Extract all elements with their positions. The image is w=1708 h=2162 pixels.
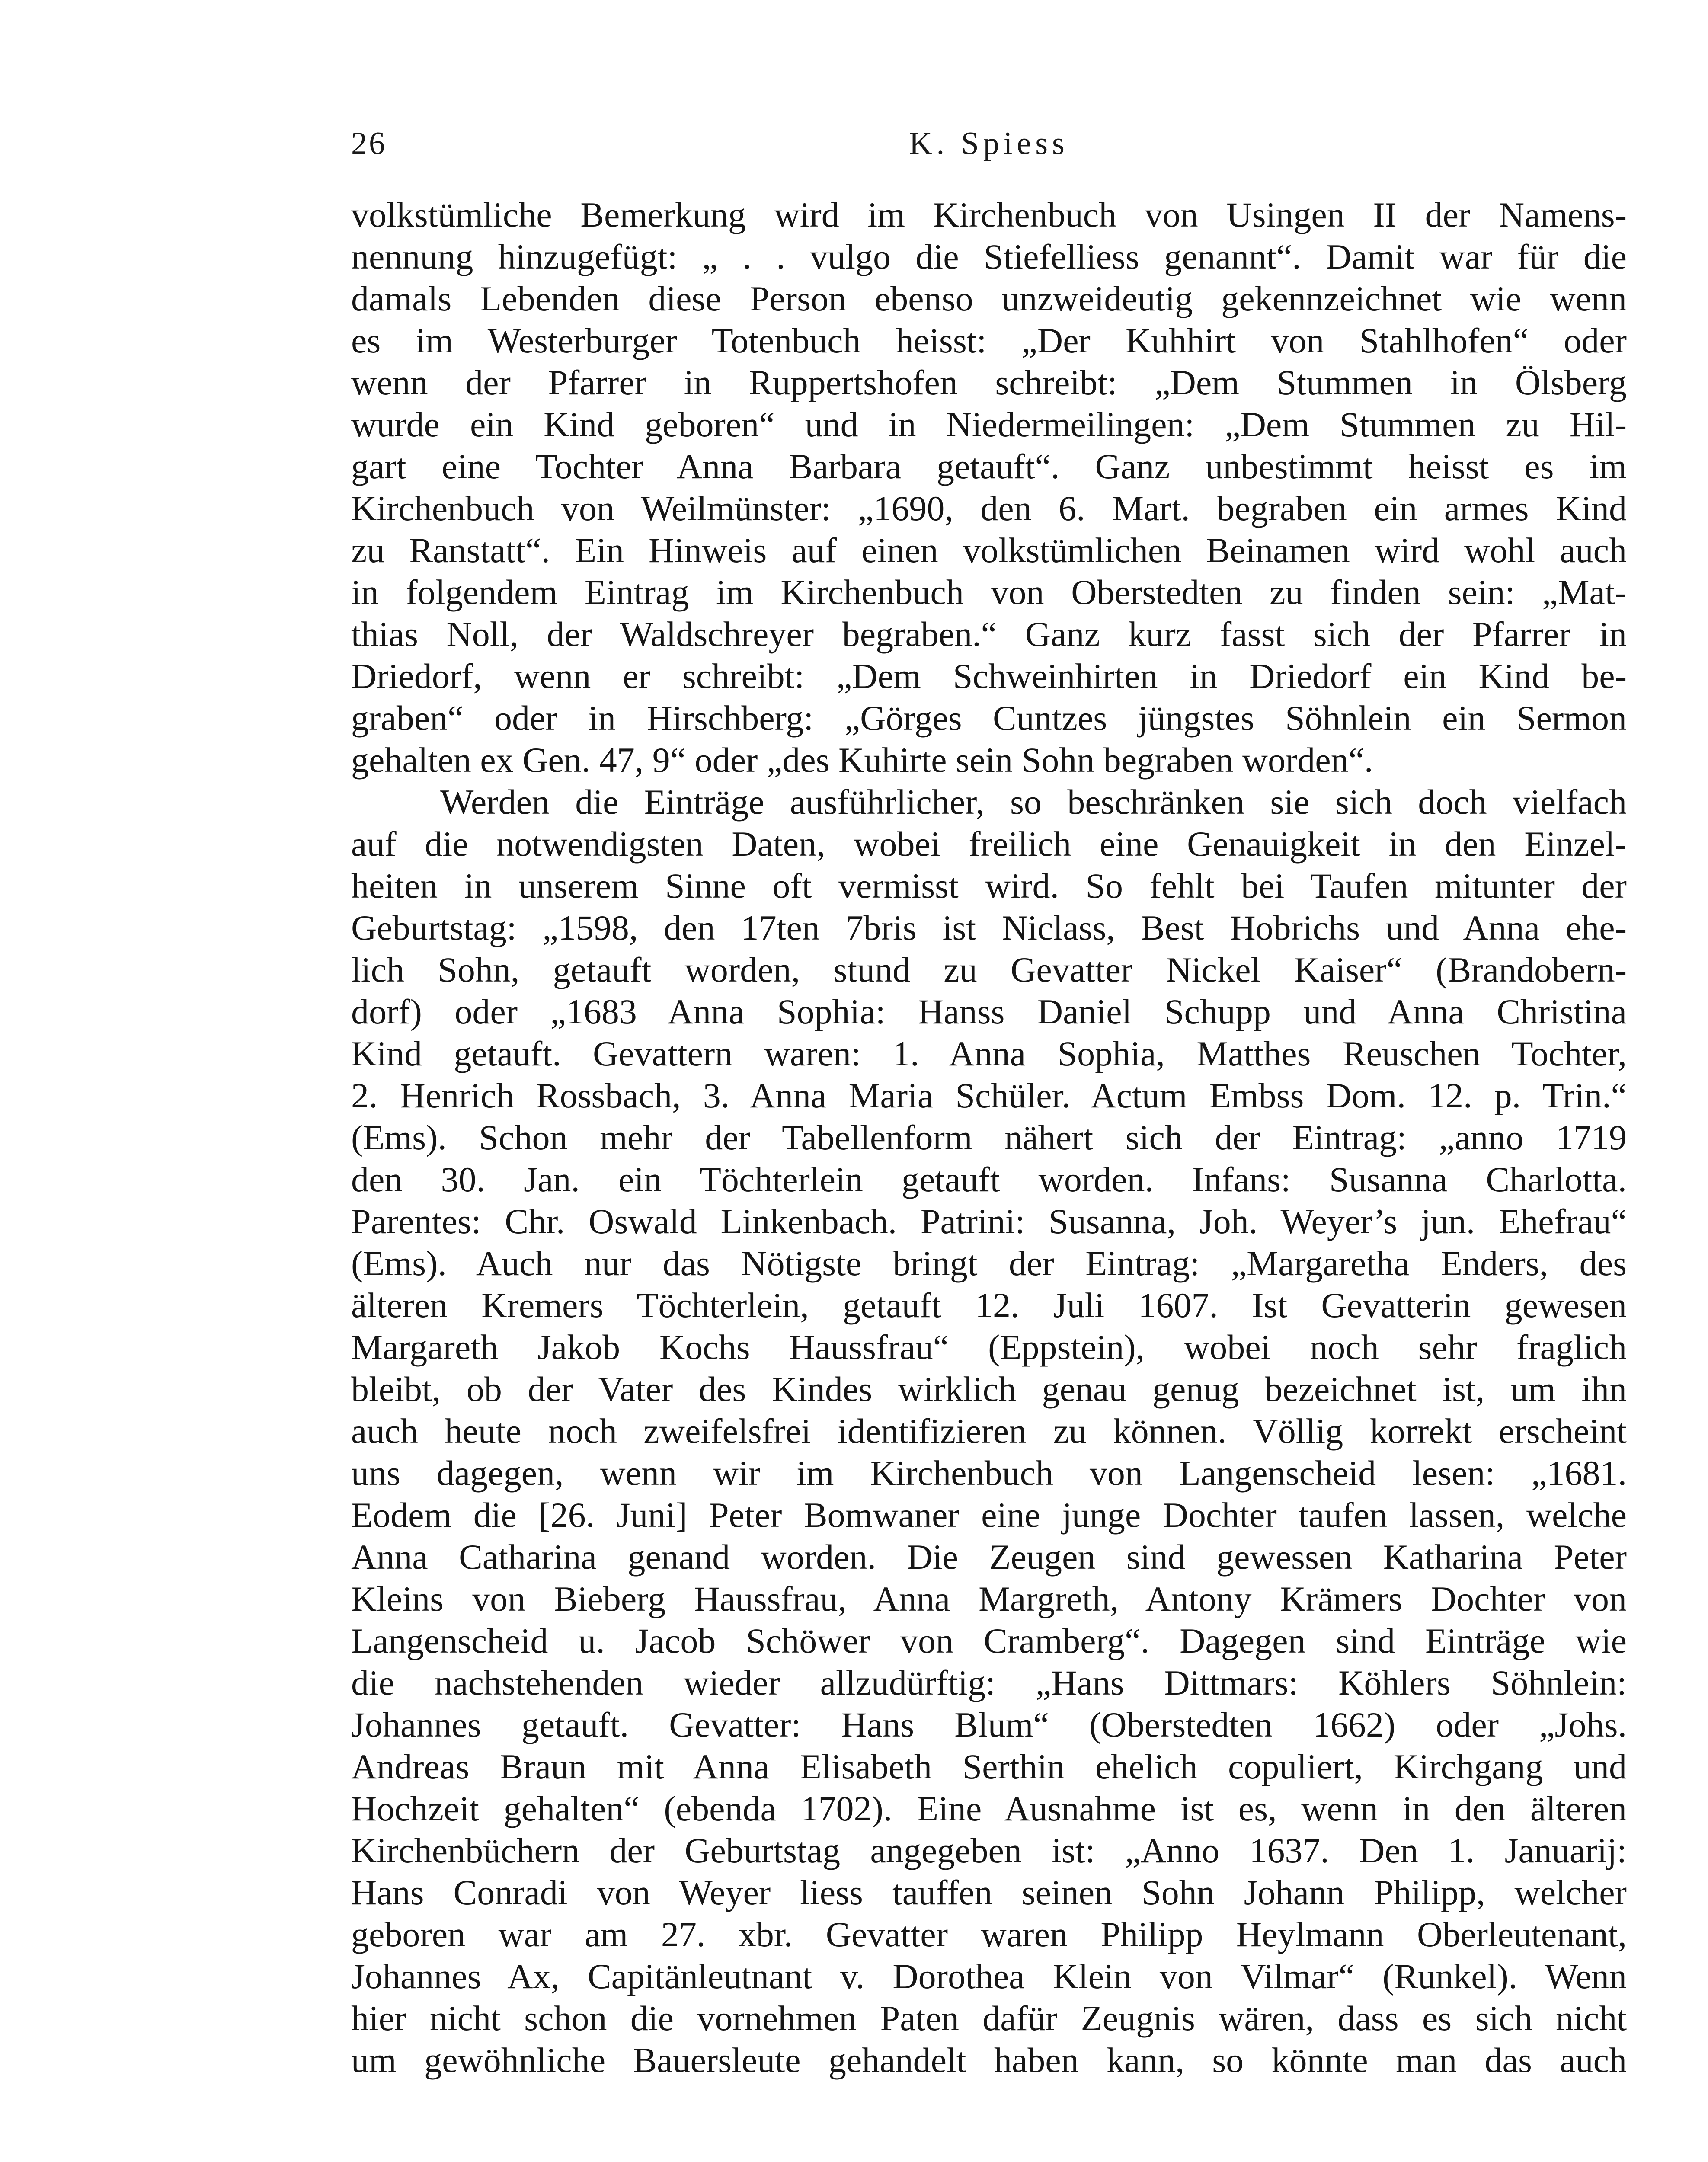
text-line: die nachstehenden wieder allzudürftig: „Hans Dittmars: Köhlers Söhnlein: bbox=[351, 1663, 1627, 1702]
text-line: Eodem die [26. Juni] Peter Bomwaner eine junge Dochter taufen lassen, welche bbox=[351, 1495, 1627, 1535]
text-line: uns dagegen, wenn wir im Kirchenbuch von Langenscheid lesen: „1681. bbox=[351, 1453, 1627, 1493]
text-line: damals Lebenden diese Person ebenso unzweideutig gekennzeichnet wie wenn bbox=[351, 279, 1627, 318]
text-line: (Ems). Schon mehr der Tabellenform nähert sich der Eintrag: „anno 1719 bbox=[351, 1118, 1627, 1157]
text-line: thias Noll, der Waldschreyer begraben.“ Ganz kurz fasst sich der Pfarrer in bbox=[351, 614, 1627, 654]
text-line: Geburtstag: „1598, den 17ten 7bris ist Niclass, Best Hobrichs und Anna ehe- bbox=[351, 908, 1627, 947]
text-line: Kirchenbuch von Weilmünster: „1690, den 6. Mart. begraben ein armes Kind bbox=[351, 489, 1627, 528]
text-line: Langenscheid u. Jacob Schöwer von Cramberg“. Dagegen sind Einträge wie bbox=[351, 1621, 1627, 1660]
text-line: Kleins von Bieberg Haussfrau, Anna Margreth, Antony Krämers Dochter von bbox=[351, 1579, 1627, 1618]
text-line: um gewöhnliche Bauersleute gehandelt haben kann, so könnte man das auch bbox=[351, 2040, 1627, 2080]
text-line: Hans Conradi von Weyer liess tauffen seinen Sohn Johann Philipp, welcher bbox=[351, 1873, 1627, 1912]
text-line: Andreas Braun mit Anna Elisabeth Serthin ehelich copuliert, Kirchgang und bbox=[351, 1747, 1627, 1786]
text-line: in folgendem Eintrag im Kirchenbuch von Oberstedten zu finden sein: „Mat- bbox=[351, 572, 1627, 612]
text-line: gehalten ex Gen. 47, 9“ oder „des Kuhirte sein Sohn begraben worden“. bbox=[351, 740, 1373, 780]
text-line: nennung hinzugefügt: „ . . vulgo die Stiefelliess genannt“. Damit war für die bbox=[351, 237, 1627, 276]
text-line: den 30. Jan. ein Töchterlein getauft worden. Infans: Susanna Charlotta. bbox=[351, 1160, 1627, 1199]
text-line: graben“ oder in Hirschberg: „Görges Cuntzes jüngstes Söhnlein ein Sermon bbox=[351, 698, 1627, 738]
text-line: älteren Kremers Töchterlein, getauft 12. Juli 1607. Ist Gevatterin gewesen bbox=[351, 1286, 1627, 1325]
text-line: Johannes Ax, Capitänleutnant v. Dorothea Klein von Vilmar“ (Runkel). Wenn bbox=[351, 1957, 1627, 1996]
text-line: wurde ein Kind geboren“ und in Niedermeilingen: „Dem Stummen zu Hil- bbox=[351, 405, 1627, 444]
text-line: Kirchenbüchern der Geburtstag angegeben ist: „Anno 1637. Den 1. Januarij: bbox=[351, 1831, 1627, 1870]
text-line: Werden die Einträge ausführlicher, so beschränken sie sich doch vielfach bbox=[440, 782, 1627, 822]
text-line: geboren war am 27. xbr. Gevatter waren Philipp Heylmann Oberleutenant, bbox=[351, 1915, 1627, 1954]
text-line: zu Ranstatt“. Ein Hinweis auf einen volkstümlichen Beinamen wird wohl auch bbox=[351, 531, 1627, 570]
text-line: Johannes getauft. Gevatter: Hans Blum“ (Oberstedten 1662) oder „Johs. bbox=[351, 1705, 1627, 1744]
text-line: es im Westerburger Totenbuch heisst: „Der Kuhhirt von Stahlhofen“ oder bbox=[351, 321, 1627, 360]
text-line: Margareth Jakob Kochs Haussfrau“ (Eppstein), wobei noch sehr fraglich bbox=[351, 1327, 1627, 1367]
text-line: lich Sohn, getauft worden, stund zu Gevatter Nickel Kaiser“ (Brandobern- bbox=[351, 950, 1627, 989]
text-line: (Ems). Auch nur das Nötigste bringt der Eintrag: „Margaretha Enders, des bbox=[351, 1244, 1627, 1283]
running-head bbox=[351, 125, 1627, 169]
text-line: auf die notwendigsten Daten, wobei freilich eine Genauigkeit in den Einzel- bbox=[351, 824, 1627, 864]
text-line: Anna Catharina genand worden. Die Zeugen sind gewessen Katharina Peter bbox=[351, 1537, 1627, 1577]
text-line: Kind getauft. Gevattern waren: 1. Anna Sophia, Matthes Reuschen Tochter, bbox=[351, 1034, 1627, 1073]
text-line: volkstümliche Bemerkung wird im Kirchenbuch von Usingen II der Namens- bbox=[351, 195, 1627, 234]
text-line: Driedorf, wenn er schreibt: „Dem Schweinhirten in Driedorf ein Kind be- bbox=[351, 656, 1627, 696]
text-line: 2. Henrich Rossbach, 3. Anna Maria Schüler. Actum Embss Dom. 12. p. Trin.“ bbox=[351, 1076, 1627, 1115]
text-line: hier nicht schon die vornehmen Paten dafür Zeugnis wären, dass es sich nicht bbox=[351, 1999, 1627, 2038]
text-line: gart eine Tochter Anna Barbara getauft“. Ganz unbestimmt heisst es im bbox=[351, 447, 1627, 486]
text-line: auch heute noch zweifelsfrei identifizieren zu können. Völlig korrekt erscheint bbox=[351, 1411, 1627, 1451]
running-head-author: K. Spiess bbox=[909, 126, 1069, 161]
text-line: bleibt, ob der Vater des Kindes wirklich genau genug bezeichnet ist, um ihn bbox=[351, 1369, 1627, 1409]
page-number: 26 bbox=[351, 126, 387, 161]
text-line: Hochzeit gehalten“ (ebenda 1702). Eine Ausnahme ist es, wenn in den älteren bbox=[351, 1789, 1627, 1828]
text-line: heiten in unserem Sinne oft vermisst wird. So fehlt bei Taufen mitunter der bbox=[351, 866, 1627, 905]
text-line: dorf) oder „1683 Anna Sophia: Hanss Daniel Schupp und Anna Christina bbox=[351, 992, 1627, 1031]
body-text bbox=[351, 194, 1627, 2162]
text-line: wenn der Pfarrer in Ruppertshofen schreibt: „Dem Stummen in Ölsberg bbox=[351, 363, 1627, 402]
text-line: Parentes: Chr. Oswald Linkenbach. Patrini: Susanna, Joh. Weyer’s jun. Ehefrau“ bbox=[351, 1202, 1627, 1241]
